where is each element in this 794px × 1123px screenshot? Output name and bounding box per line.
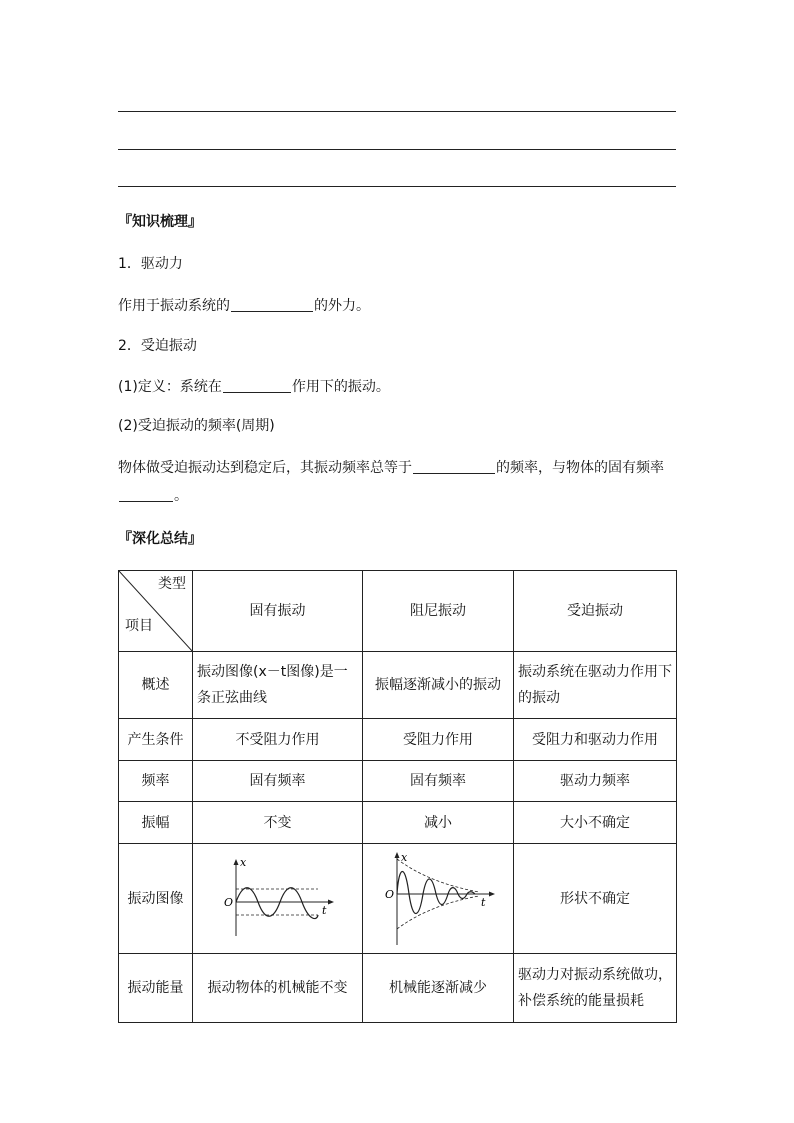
table-cell: 不变 [193, 802, 363, 844]
answer-line-3 [118, 186, 676, 187]
item2-def-b: 作用下的振动。 [291, 379, 390, 395]
item2-def [118, 377, 678, 397]
sine-curve [236, 887, 318, 918]
knowledge-heading: 『知识梳理』 [118, 214, 202, 230]
table-row [119, 761, 677, 802]
item2-def-a: (1)定义：系统在 [118, 379, 222, 395]
column-header: 受迫振动 [514, 571, 677, 652]
table-cell: 振动图像(x－t图像)是一条正弦曲线 [193, 652, 363, 719]
x-axis-label: t [321, 903, 326, 917]
answer-line-1 [118, 111, 676, 112]
table-row [119, 802, 677, 844]
row-label: 频率 [119, 761, 193, 802]
graph-cell-natural [193, 844, 363, 954]
item2-freq-text [118, 458, 678, 478]
fill-blank[interactable] [119, 487, 173, 502]
table-cell: 不受阻力作用 [193, 719, 363, 761]
table-row [119, 719, 677, 761]
fill-blank[interactable] [231, 297, 313, 312]
table-row [119, 844, 677, 954]
answer-line-2 [118, 149, 676, 150]
column-header: 阻尼振动 [363, 571, 514, 652]
corner-item-label: 项目 [125, 618, 153, 634]
damped-curve [397, 871, 475, 913]
item2-freq-text-cont [118, 486, 678, 506]
table-cell: 受阻力作用 [363, 719, 514, 761]
table-cell: 减小 [363, 802, 514, 844]
origin-label: O [385, 887, 395, 901]
item1-text-a: 作用于振动系统的 [118, 298, 230, 314]
item1-text [118, 296, 678, 316]
row-label: 振动图像 [119, 844, 193, 954]
table-cell: 固有频率 [363, 761, 514, 802]
corner-header-cell [119, 571, 193, 652]
graph-cell-damped [363, 844, 514, 954]
column-header: 固有振动 [193, 571, 363, 652]
row-label: 振幅 [119, 802, 193, 844]
fill-blank[interactable] [223, 378, 291, 393]
item2-freq-a: 物体做受迫振动达到稳定后，其振动频率总等于 [118, 460, 412, 476]
x-axis-label: t [481, 895, 486, 909]
item2-freq-title: (2)受迫振动的频率(周期) [118, 418, 275, 434]
item2-freq-c: 。 [174, 488, 188, 504]
row-label: 概述 [119, 652, 193, 719]
fill-blank[interactable] [413, 459, 495, 474]
origin-label: O [223, 895, 233, 909]
damped-wave-graph [379, 849, 497, 949]
decay-envelope-upper [397, 859, 479, 892]
summary-heading: 『深化总结』 [118, 531, 202, 547]
corner-type-label: 类型 [158, 576, 186, 592]
table-row [119, 954, 677, 1023]
table-cell: 驱动力频率 [514, 761, 677, 802]
table-cell: 受阻力和驱动力作用 [514, 719, 677, 761]
y-axis-label: x [401, 850, 408, 864]
table-cell: 形状不确定 [514, 844, 677, 954]
table-cell: 振幅逐渐减小的振动 [363, 652, 514, 719]
y-axis-label: x [239, 855, 246, 869]
sine-wave-graph [218, 856, 338, 942]
item1-title: 1．驱动力 [118, 256, 183, 272]
item1-text-b: 的外力。 [314, 298, 370, 314]
table-cell: 机械能逐渐减少 [363, 954, 514, 1023]
table-header-row [119, 571, 677, 652]
table-cell: 振动物体的机械能不变 [193, 954, 363, 1023]
item2-freq-b: 的频率，与物体的固有频率 [496, 460, 664, 476]
row-label: 产生条件 [119, 719, 193, 761]
table-cell: 振动系统在驱动力作用下的振动 [514, 652, 677, 719]
table-cell: 驱动力对振动系统做功，补偿系统的能量损耗 [514, 954, 677, 1023]
table-cell: 固有频率 [193, 761, 363, 802]
item2-title: 2．受迫振动 [118, 338, 197, 354]
comparison-table [118, 570, 677, 1023]
table-cell: 大小不确定 [514, 802, 677, 844]
row-label: 振动能量 [119, 954, 193, 1023]
table-row [119, 652, 677, 719]
